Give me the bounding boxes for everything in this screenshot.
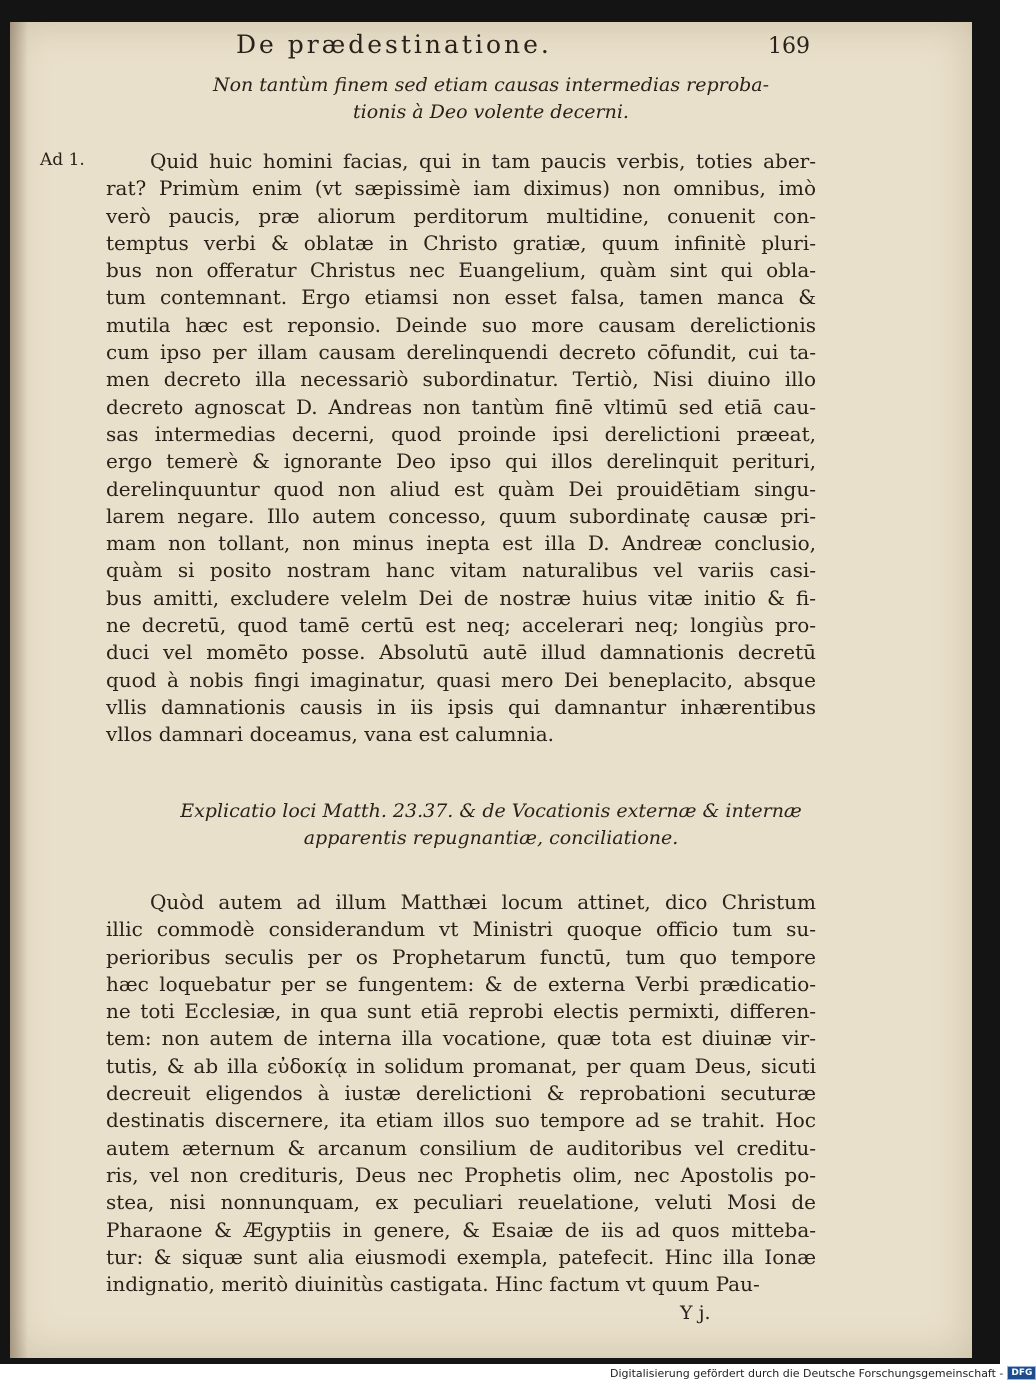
text-line: quod à nobis fingi imaginatur, quasi mero Dei beneplacito, absque (106, 667, 816, 692)
text-line: Pharaone & Ægyptiis in genere, & Esaiæ de iis ad quos mitteba- (106, 1217, 816, 1242)
heading-line: apparentis repugnantiæ, conciliatione. (303, 827, 679, 849)
heading-line: Explicatio loci Matth. 23.37. & de Vocationis externæ & internæ (180, 800, 802, 822)
text-line: decreuit eligendos à iustæ derelictioni & reprobationi secuturæ (106, 1081, 816, 1106)
dfg-logo: DFG (1007, 1366, 1036, 1380)
digitization-footer (610, 1366, 1036, 1380)
text-line: ergo temerè & ignorante Deo ipso qui illos derelinquit perituri, (106, 449, 816, 474)
text-line: larem negare. Illo autem concesso, quum subordinatę causæ pri- (106, 503, 816, 528)
footer-text: Digitalisierung gefördert durch die Deutsche Forschungsgemeinschaft - (610, 1366, 1004, 1380)
text-line: hæc loquebatur per se fungentem: & de externa Verbi prædicatio- (106, 971, 816, 996)
marginal-note: Ad 1. (40, 150, 85, 170)
text-line: tutis, & ab illa εὐδοκίᾳ in solidum promanat, per quam Deus, sicuti (106, 1053, 816, 1078)
text-line: tum contemnant. Ergo etiamsi non esset falsa, tamen manca & (106, 285, 816, 310)
text-line: perioribus seculis per os Prophetarum functū, tum quo tempore (106, 944, 816, 969)
text-line: ris, vel non credituris, Deus nec Prophetis olim, nec Apostolis po- (106, 1162, 816, 1187)
text-line: illic commodè considerandum vt Ministri quoque officio tum su- (106, 917, 816, 942)
text-line: verò paucis, præ aliorum perditorum multidine, conuenit con- (106, 203, 816, 228)
section-heading-2 (10, 798, 972, 852)
book-page (10, 22, 972, 1358)
text-line: men decreto illa necessariò subordinatur. Tertiò, Nisi diuino illo (106, 367, 816, 392)
signature-mark: Y j. (680, 1302, 711, 1324)
text-line: quàm si posito nostram hanc vitam naturalibus vel variis casi- (106, 558, 816, 583)
paragraph-2 (106, 889, 816, 1298)
text-line: Quòd autem ad illum Matthæi locum attinet, dico Christum (150, 890, 816, 914)
text-line: cum ipso per illam causam derelinquendi decreto cōfundit, cui ta- (106, 340, 816, 365)
text-line: duci vel momēto posse. Absolutū autē illud damnationis decretū (106, 640, 816, 665)
text-line: temptus verbi & oblatæ in Christo gratiæ, quum infinitè pluri- (106, 230, 816, 255)
text-line: stea, nisi nonnunquam, ex peculiari reuelatione, veluti Mosi de (106, 1190, 816, 1215)
page-number: 169 (768, 34, 810, 59)
text-line: mam non tollant, non minus inepta est illa D. Andreæ conclusio, (106, 531, 816, 556)
text-line: vllis damnationis causis in iis ipsis qui damnantur inhærentibus (106, 694, 816, 719)
heading-line: Non tantùm finem sed etiam causas intermedias reproba- (212, 74, 770, 96)
text-line: Quid huic homini facias, qui in tam paucis verbis, toties aber- (150, 149, 816, 173)
text-line: tur: & siquæ sunt alia eiusmodi exempla, patefecit. Hinc illa Ionæ (106, 1244, 816, 1269)
text-line: vllos damnari doceamus, vana est calumnia. (106, 722, 554, 747)
paragraph-1 (106, 148, 816, 749)
section-heading-1 (10, 72, 972, 126)
text-line: derelinquuntur quod non aliud est quàm Dei prouidētiam singu- (106, 476, 816, 501)
text-line: destinatis discernere, ita etiam illos suo tempore ad se trahit. Hoc (106, 1108, 816, 1133)
text-line: mutila hæc est reponsio. Deinde suo more causam derelictionis (106, 312, 816, 337)
page-gutter-shadow (10, 22, 28, 1358)
text-line: sas intermedias decerni, quod proinde ipsi derelictioni præeat, (106, 421, 816, 446)
heading-line: tionis à Deo volente decerni. (353, 101, 629, 123)
text-line: bus non offeratur Christus nec Euangelium, quàm sint qui obla- (106, 258, 816, 283)
text-line: ne decretū, quod tamē certū est neq; accelerari neq; longiùs pro- (106, 613, 816, 638)
text-line: bus amitti, excludere velelm Dei de nostræ huius vitæ initio & fi- (106, 585, 816, 610)
running-head: De prædestinatione. (236, 30, 552, 59)
text-line: autem æternum & arcanum consilium de auditoribus vel creditu- (106, 1135, 816, 1160)
text-line: rat? Primùm enim (vt sæpissimè iam diximus) non omnibus, imò (106, 176, 816, 201)
text-line: tem: non autem de interna illa vocatione, quæ tota est diuinæ vir- (106, 1026, 816, 1051)
text-line: indignatio, meritò diuinitùs castigata. Hinc factum vt quum Pau- (106, 1272, 760, 1297)
text-line: ne toti Ecclesiæ, in qua sunt etiā reprobi electis permixti, differen- (106, 999, 816, 1024)
text-line: decreto agnoscat D. Andreas non tantùm finē vltimū sed etiā cau- (106, 394, 816, 419)
